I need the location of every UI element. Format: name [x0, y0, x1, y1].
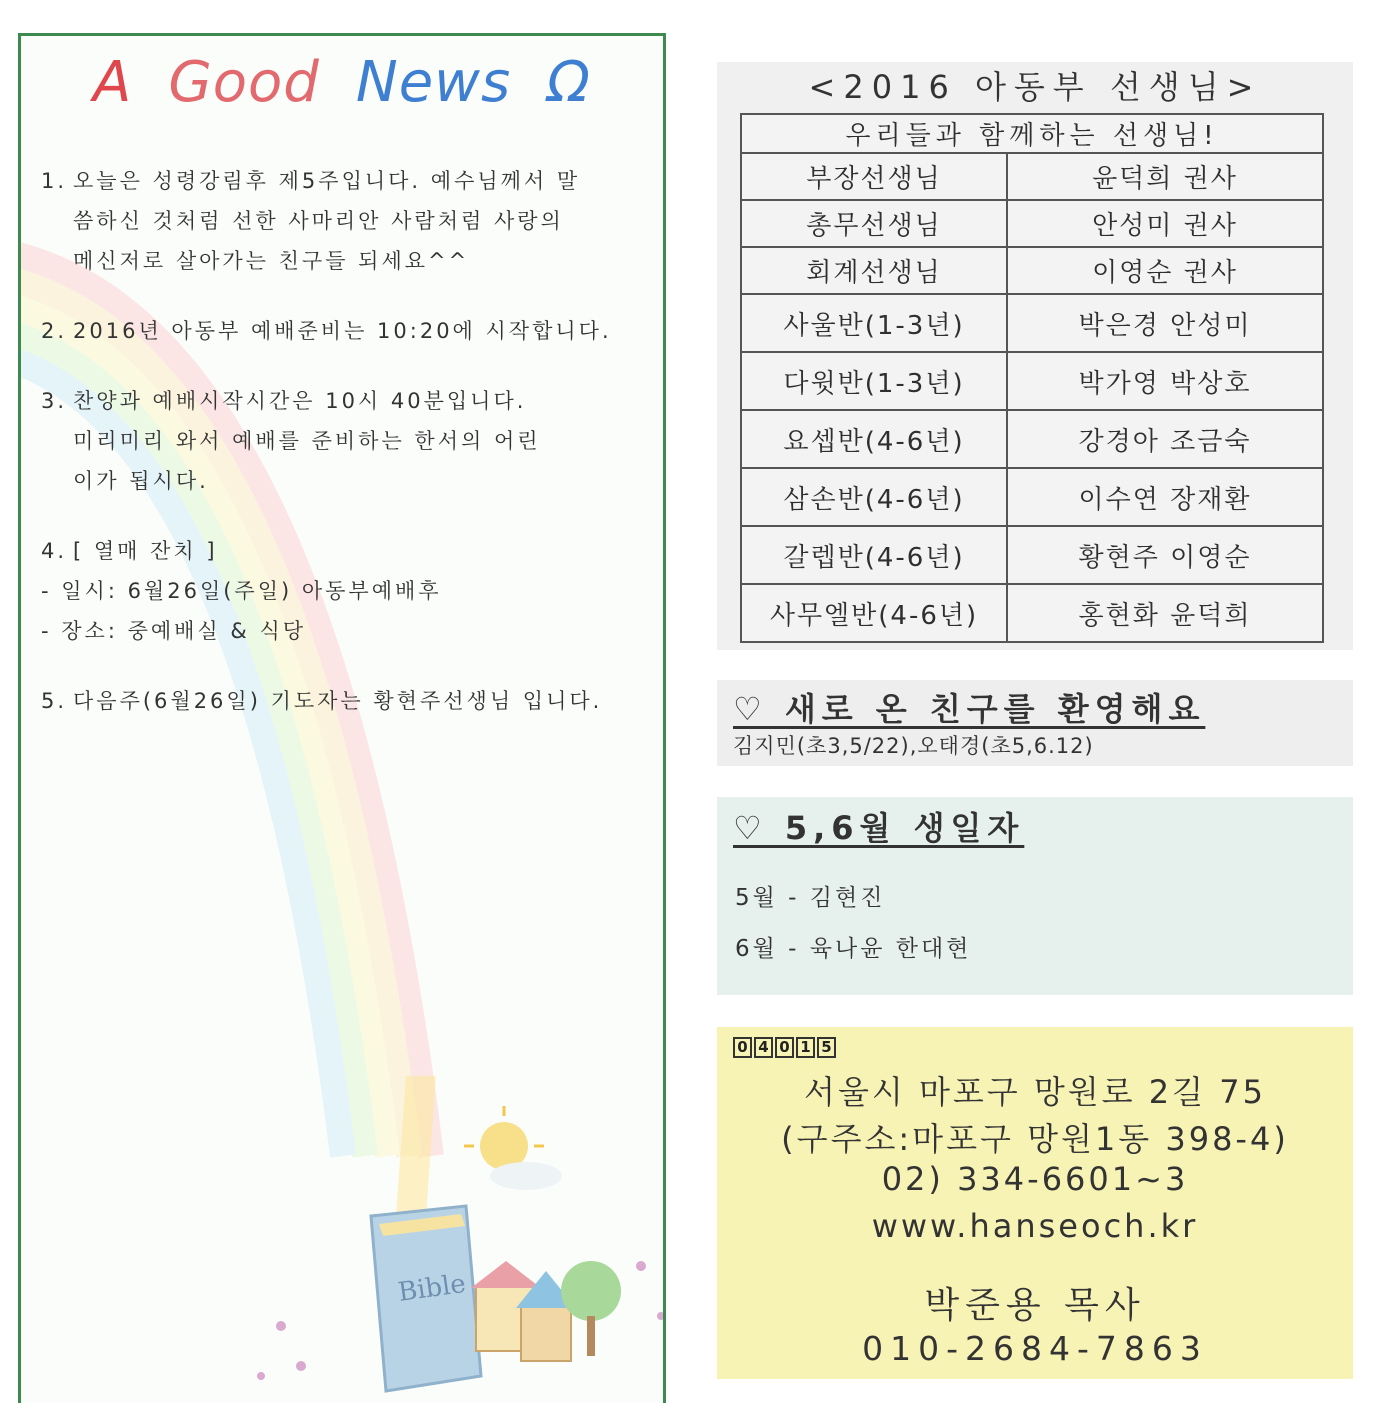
- notice-text: 이가 됩시다.: [73, 469, 209, 493]
- notice-item: [41, 531, 656, 651]
- teacher-name-cell: 홍현화 윤덕희: [1007, 584, 1323, 642]
- svg-text:Bible: Bible: [396, 1268, 468, 1308]
- table-row: [741, 200, 1323, 247]
- notice-number: 3.: [41, 389, 68, 413]
- table-row: [741, 294, 1323, 352]
- contact-section: [717, 1027, 1353, 1379]
- notice-number: 1.: [41, 169, 68, 193]
- notice-number: 5.: [41, 689, 68, 713]
- teacher-name-cell: 박은경 안성미: [1007, 294, 1323, 352]
- notice-item: [41, 381, 656, 501]
- teacher-name-cell: 윤덕희 권사: [1007, 153, 1323, 200]
- role-cell: 사무엘반(4-6년): [741, 584, 1007, 642]
- role-cell: 총무선생님: [741, 200, 1007, 247]
- pastor-name: 박준용 목사: [924, 1285, 1146, 1326]
- notice-text: 찬양과 예배시작시간은 10시 40분입니다.: [73, 389, 527, 413]
- table-row: [741, 584, 1323, 642]
- role-cell: 회계선생님: [741, 247, 1007, 294]
- postcode-digit: 0: [733, 1037, 752, 1058]
- birthday-may: 5월 - 김현진: [735, 885, 886, 911]
- newsletter-title: A Good News Ω: [93, 50, 591, 115]
- notice-text: 다음주(6월26일) 기도자는 황현주선생님 입니다.: [73, 689, 603, 713]
- teacher-name-cell: 이수연 장재환: [1007, 468, 1323, 526]
- notice-text: 오늘은 성령강림후 제5주입니다. 예수님께서 말: [73, 169, 581, 193]
- role-cell: 삼손반(4-6년): [741, 468, 1007, 526]
- postcode-digit: 5: [817, 1037, 836, 1058]
- welcome-title: ♡ 새로 온 친구를 환영해요: [733, 690, 1206, 728]
- table-caption-row: [741, 114, 1323, 153]
- notice-item: [41, 161, 656, 281]
- role-cell: 갈렙반(4-6년): [741, 526, 1007, 584]
- birthday-section: [717, 797, 1353, 995]
- old-address: (구주소:마포구 망원1동 398-4): [781, 1120, 1289, 1158]
- birthday-title: ♡ 5,6월 생일자: [733, 809, 1025, 847]
- news-panel: [18, 33, 666, 1403]
- welcome-section: [717, 680, 1353, 766]
- table-row: [741, 247, 1323, 294]
- teacher-name-cell: 강경아 조금숙: [1007, 410, 1323, 468]
- birthday-june: 6월 - 육나윤 한대현: [735, 936, 972, 962]
- notice-text: [ 열매 잔치 ]: [73, 539, 218, 563]
- role-cell: 부장선생님: [741, 153, 1007, 200]
- teacher-name-cell: 박가영 박상호: [1007, 352, 1323, 410]
- role-cell: 다윗반(1-3년): [741, 352, 1007, 410]
- teacher-name-cell: 안성미 권사: [1007, 200, 1323, 247]
- notice-number: 4.: [41, 539, 68, 563]
- church-phone: 02) 334-6601~3: [881, 1160, 1189, 1198]
- notice-text: 미리미리 와서 예배를 준비하는 한서의 어린: [73, 429, 541, 453]
- notice-item: [41, 311, 656, 351]
- table-row: [741, 153, 1323, 200]
- teachers-heading: <2016 아동부 선생님>: [808, 68, 1262, 106]
- role-cell: 사울반(1-3년): [741, 294, 1007, 352]
- table-row: [741, 468, 1323, 526]
- postcode-digit: 0: [775, 1037, 794, 1058]
- role-cell: 요셉반(4-6년): [741, 410, 1007, 468]
- pastor-mobile: 010-2684-7863: [862, 1329, 1208, 1368]
- table-row: [741, 352, 1323, 410]
- welcome-names: 김지민(초3,5/22),오태경(초5,6.12): [733, 734, 1094, 758]
- postcode-digit: 1: [796, 1037, 815, 1058]
- church-address: 서울시 마포구 망원로 2길 75: [804, 1073, 1266, 1111]
- bible-book-icon: [371, 1206, 481, 1391]
- church-website: www.hanseoch.kr: [871, 1207, 1199, 1245]
- teacher-name-cell: 황현주 이영순: [1007, 526, 1323, 584]
- bible-illustration: [221, 1076, 666, 1403]
- table-row: [741, 410, 1323, 468]
- table-caption: 우리들과 함께하는 선생님!: [741, 114, 1323, 153]
- notice-text: - 일시: 6월26일(주일) 아동부예배후: [41, 579, 442, 603]
- notice-number: 2.: [41, 319, 68, 343]
- teacher-name-cell: 이영순 권사: [1007, 247, 1323, 294]
- notice-text: - 장소: 중예배실 & 식당: [41, 619, 307, 643]
- notice-text: 2016년 아동부 예배준비는 10:20에 시작합니다.: [73, 319, 612, 343]
- notice-text: 씀하신 것처럼 선한 사마리안 사람처럼 사랑의: [73, 209, 564, 233]
- notice-item: [41, 681, 656, 721]
- table-row: [741, 526, 1323, 584]
- notice-text: 메신저로 살아가는 친구들 되세요^^: [73, 249, 470, 273]
- teachers-section: [717, 62, 1353, 650]
- postcode: [733, 1037, 836, 1058]
- teachers-table: [740, 113, 1324, 643]
- notice-list: [41, 161, 656, 751]
- postcode-digit: 4: [754, 1037, 773, 1058]
